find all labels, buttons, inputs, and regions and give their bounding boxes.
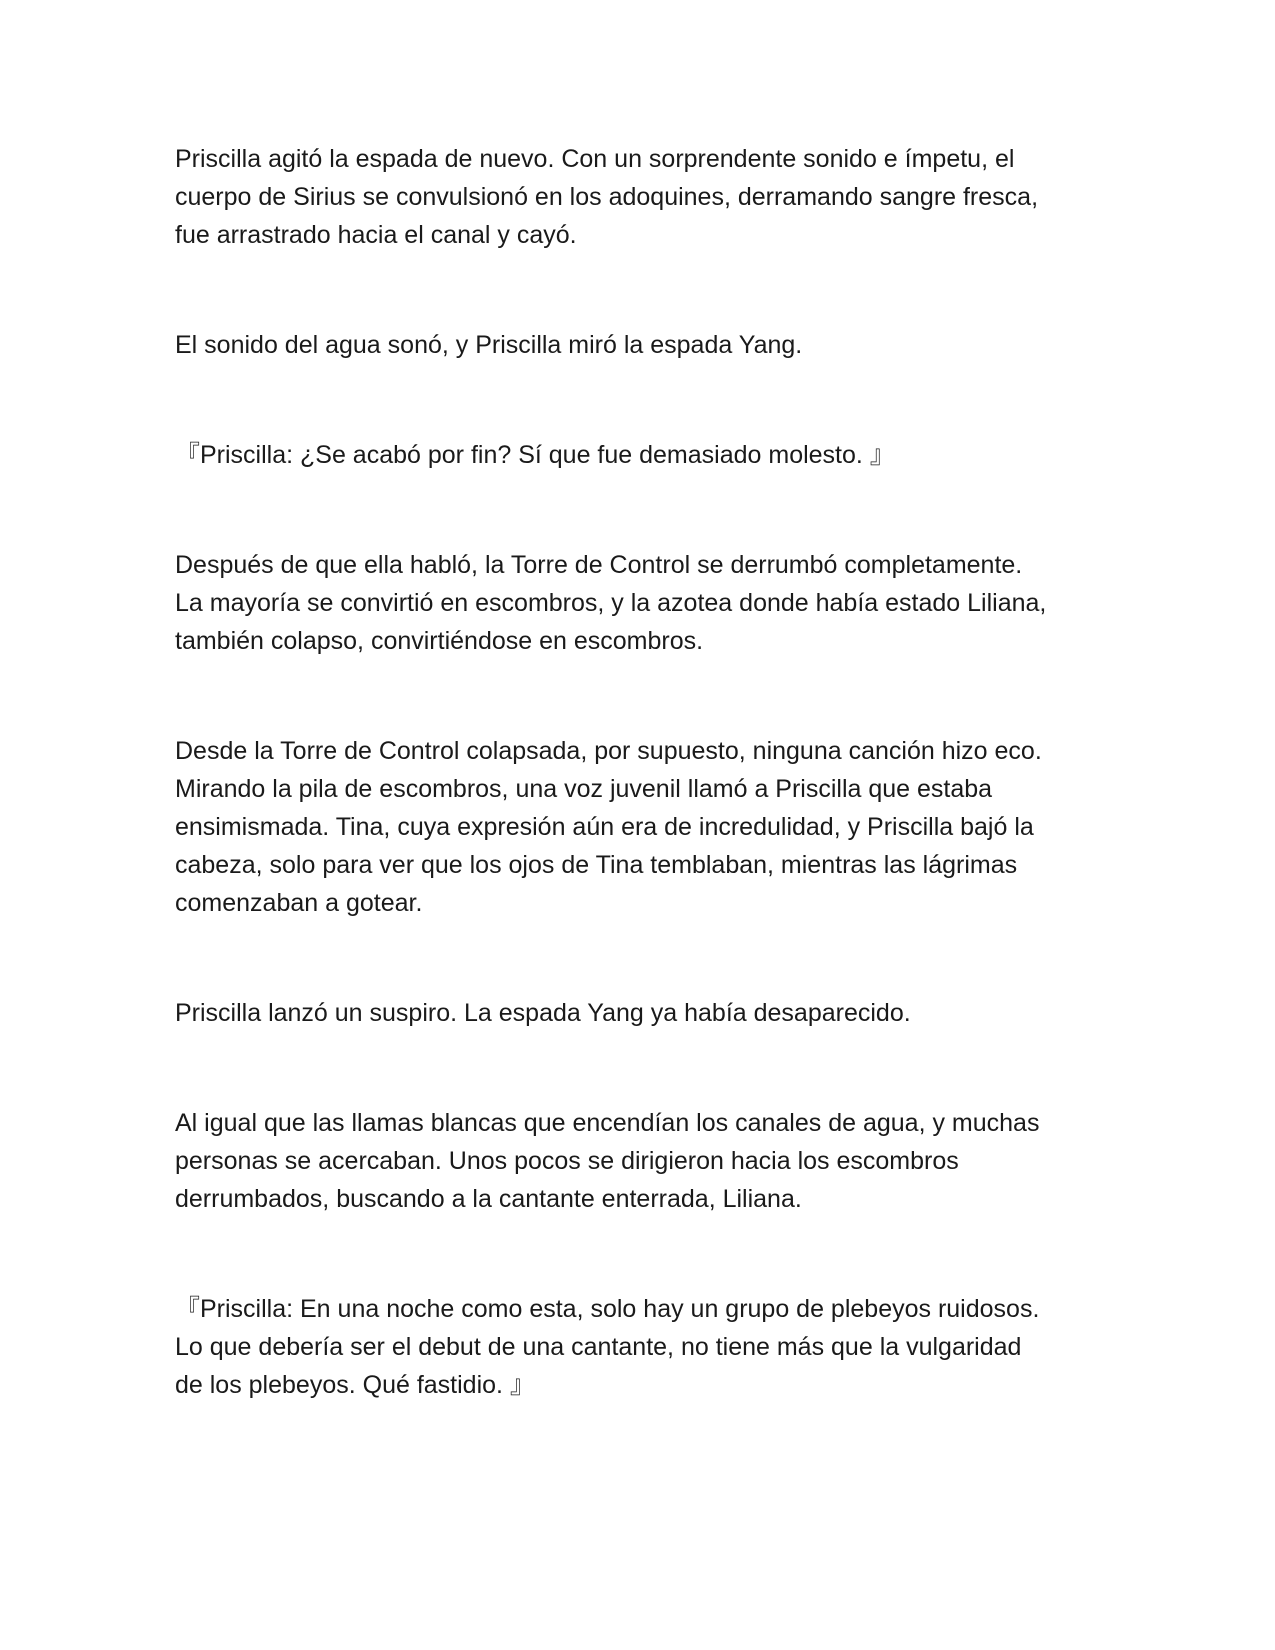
paragraph-3: Después de que ella habló, la Torre de Control se derrumbó completamente. La mayoría se convirtió en escombros, y la azotea donde había estado Liliana, también colapso, convirtiéndose en escombros. [175,551,1047,655]
dialogue-priscilla-1: 『Priscilla: ¿Se acabó por fin? Sí que fue demasiado molesto. 』 [175,441,895,469]
paragraph-1: Priscilla agitó la espada de nuevo. Con un sorprendente sonido e ímpetu, el cuerpo de Sirius se convulsionó en los adoquines, derramando sangre fresca, fue arrastrado hacia el canal y cayó. [175,145,1039,249]
document-page [175,140,1100,1404]
paragraph-6: Al igual que las llamas blancas que encendían los canales de agua, y muchas personas se acercaban. Unos pocos se dirigieron hacia los escombros derrumbados, buscando a la cantante enterrada, Liliana. [175,1109,1040,1213]
dialogue-priscilla-2: 『Priscilla: En una noche como esta, solo hay un grupo de plebeyos ruidosos. Lo que debería ser el debut de una cantante, no tiene más que la vulgaridad de los plebeyos. Qué fastidio. 』 [175,1295,1040,1399]
paragraph-5: Priscilla lanzó un suspiro. La espada Yang ya había desaparecido. [175,999,911,1027]
paragraph-4: Desde la Torre de Control colapsada, por supuesto, ninguna canción hizo eco. Mirando la pila de escombros, una voz juvenil llamó a Priscilla que estaba ensimismada. Tina, cuya expresión aún era de incredulidad, y Priscilla bajó la cabeza, solo para ver que los ojos de Tina temblaban, mientras las lágrimas comenzaban a gotear. [175,737,1042,917]
paragraph-2: El sonido del agua sonó, y Priscilla miró la espada Yang. [175,331,803,359]
